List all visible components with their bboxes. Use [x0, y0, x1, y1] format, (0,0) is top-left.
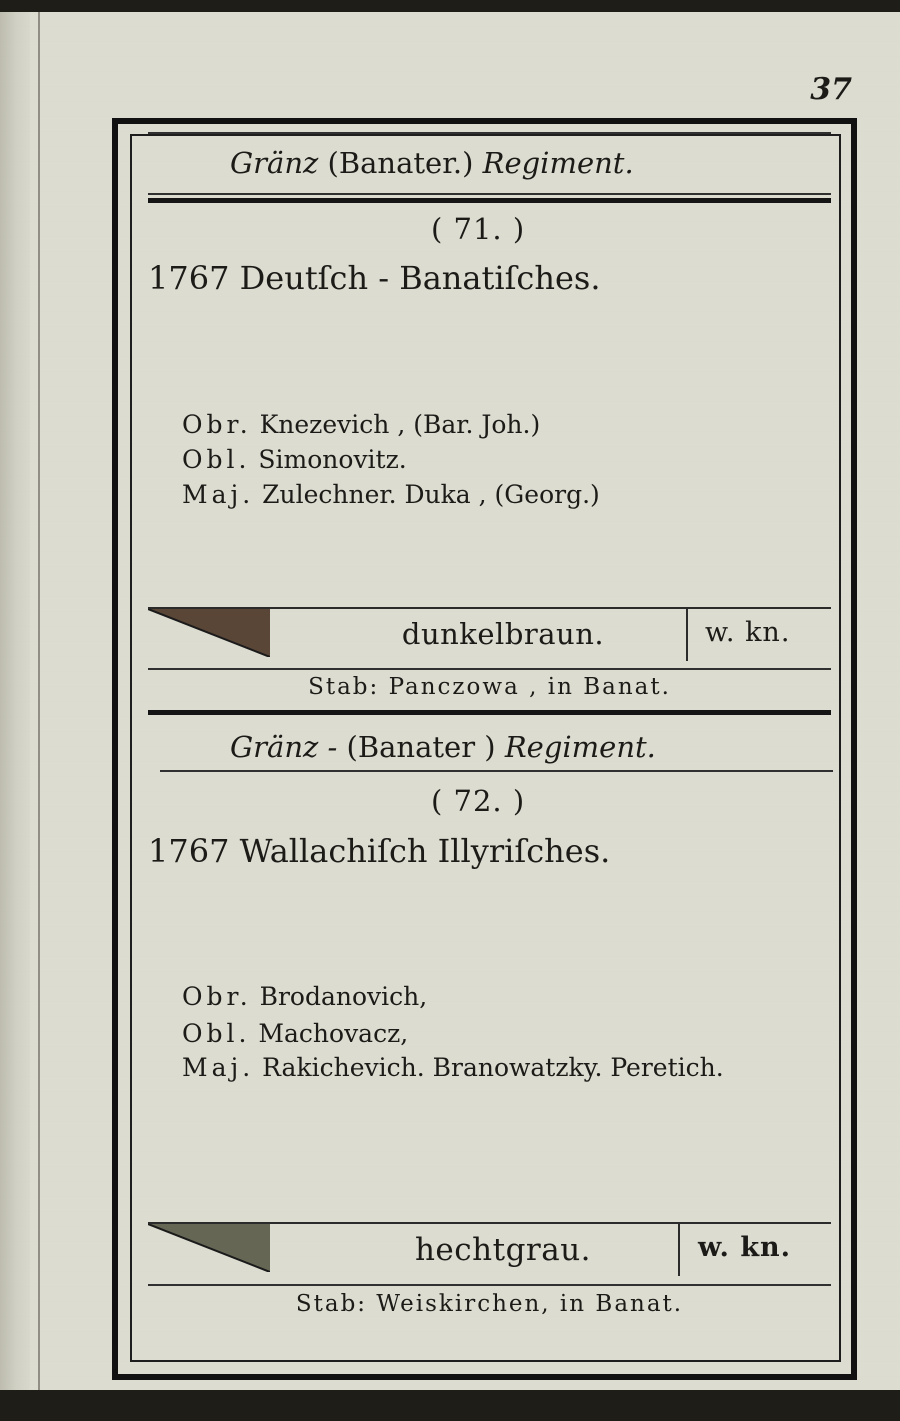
- regiment-72-header-region: (Banater ): [346, 730, 496, 764]
- regiment-71-officer-1: [182, 410, 540, 439]
- regiment-71-header-region: (Banater.): [327, 146, 474, 180]
- regiment-71-header-rule-thick: [148, 198, 831, 203]
- regiment-72-header-prefix: Gränz -: [230, 730, 338, 764]
- book-page: [0, 12, 900, 1390]
- regiment-72-header-suffix: Regiment.: [504, 730, 656, 764]
- officer-rank: Obl.: [182, 445, 251, 474]
- officer-name: Brodanovich,: [259, 982, 428, 1011]
- regiment-72-number: ( 72. ): [431, 784, 526, 818]
- regiment-71-button-label: w. kn.: [705, 617, 791, 648]
- regiment-72-color-swatch: [148, 1224, 270, 1272]
- regiment-71-station: Stab: Panczowa , in Banat.: [308, 674, 671, 700]
- officer-rank: Obl.: [182, 1019, 251, 1048]
- officer-name: Machovacz,: [258, 1019, 409, 1048]
- regiment-72-officer-3: [182, 1053, 724, 1082]
- regiment-72-name: 1767 Wallachiſch Illyriſches.: [148, 832, 611, 870]
- top-thin-rule: [148, 132, 831, 134]
- regiment-71-header-rule-thin: [148, 193, 831, 195]
- regiment-71-header: [230, 146, 634, 180]
- regiment-72-color-label: hechtgrau.: [414, 1232, 592, 1268]
- regiment-72-color-divider: [678, 1224, 680, 1276]
- officer-rank: Maj.: [182, 1053, 255, 1082]
- regiment-71-officer-2: [182, 445, 407, 474]
- regiment-71-number: ( 71. ): [431, 212, 526, 246]
- regiment-71-header-prefix: Gränz: [230, 146, 319, 180]
- regiment-71-name: 1767 Deutſch - Banatiſches.: [148, 259, 601, 297]
- regiment-72-station: Stab: Weiskirchen, in Banat.: [295, 1291, 684, 1317]
- regiment-71-color-row: [148, 607, 831, 661]
- regiment-72-color-row: [148, 1222, 831, 1276]
- page-gutter: [0, 12, 30, 1390]
- officer-rank: Obr.: [182, 982, 252, 1011]
- officer-rank: Maj.: [182, 480, 255, 509]
- regiment-72-station-rule: [148, 1284, 831, 1286]
- regiment-72-officer-2: [182, 1019, 408, 1048]
- regiment-71-header-suffix: Regiment.: [482, 146, 634, 180]
- section-separator: [148, 710, 831, 715]
- regiment-71-officer-3: [182, 480, 600, 509]
- officer-name: Knezevich , (Bar. Joh.): [259, 410, 541, 439]
- officer-name: Zulechner. Duka , (Georg.): [262, 480, 600, 509]
- regiment-71-color-label: dunkelbraun.: [401, 617, 605, 651]
- gutter-line: [38, 12, 40, 1390]
- page-number: 37: [810, 72, 852, 107]
- officer-name: Simonovitz.: [258, 445, 407, 474]
- regiment-71-color-divider: [686, 609, 688, 661]
- regiment-71-color-swatch: [148, 609, 270, 657]
- regiment-72-button-label: w. kn.: [698, 1232, 792, 1263]
- regiment-72-header: [230, 730, 656, 764]
- regiment-71-station-rule: [148, 668, 831, 670]
- regiment-72-header-rule: [160, 770, 833, 772]
- officer-name: Rakichevich. Branowatzky. Peretich.: [262, 1053, 724, 1082]
- officer-rank: Obr.: [182, 410, 252, 439]
- regiment-72-officer-1: [182, 982, 427, 1011]
